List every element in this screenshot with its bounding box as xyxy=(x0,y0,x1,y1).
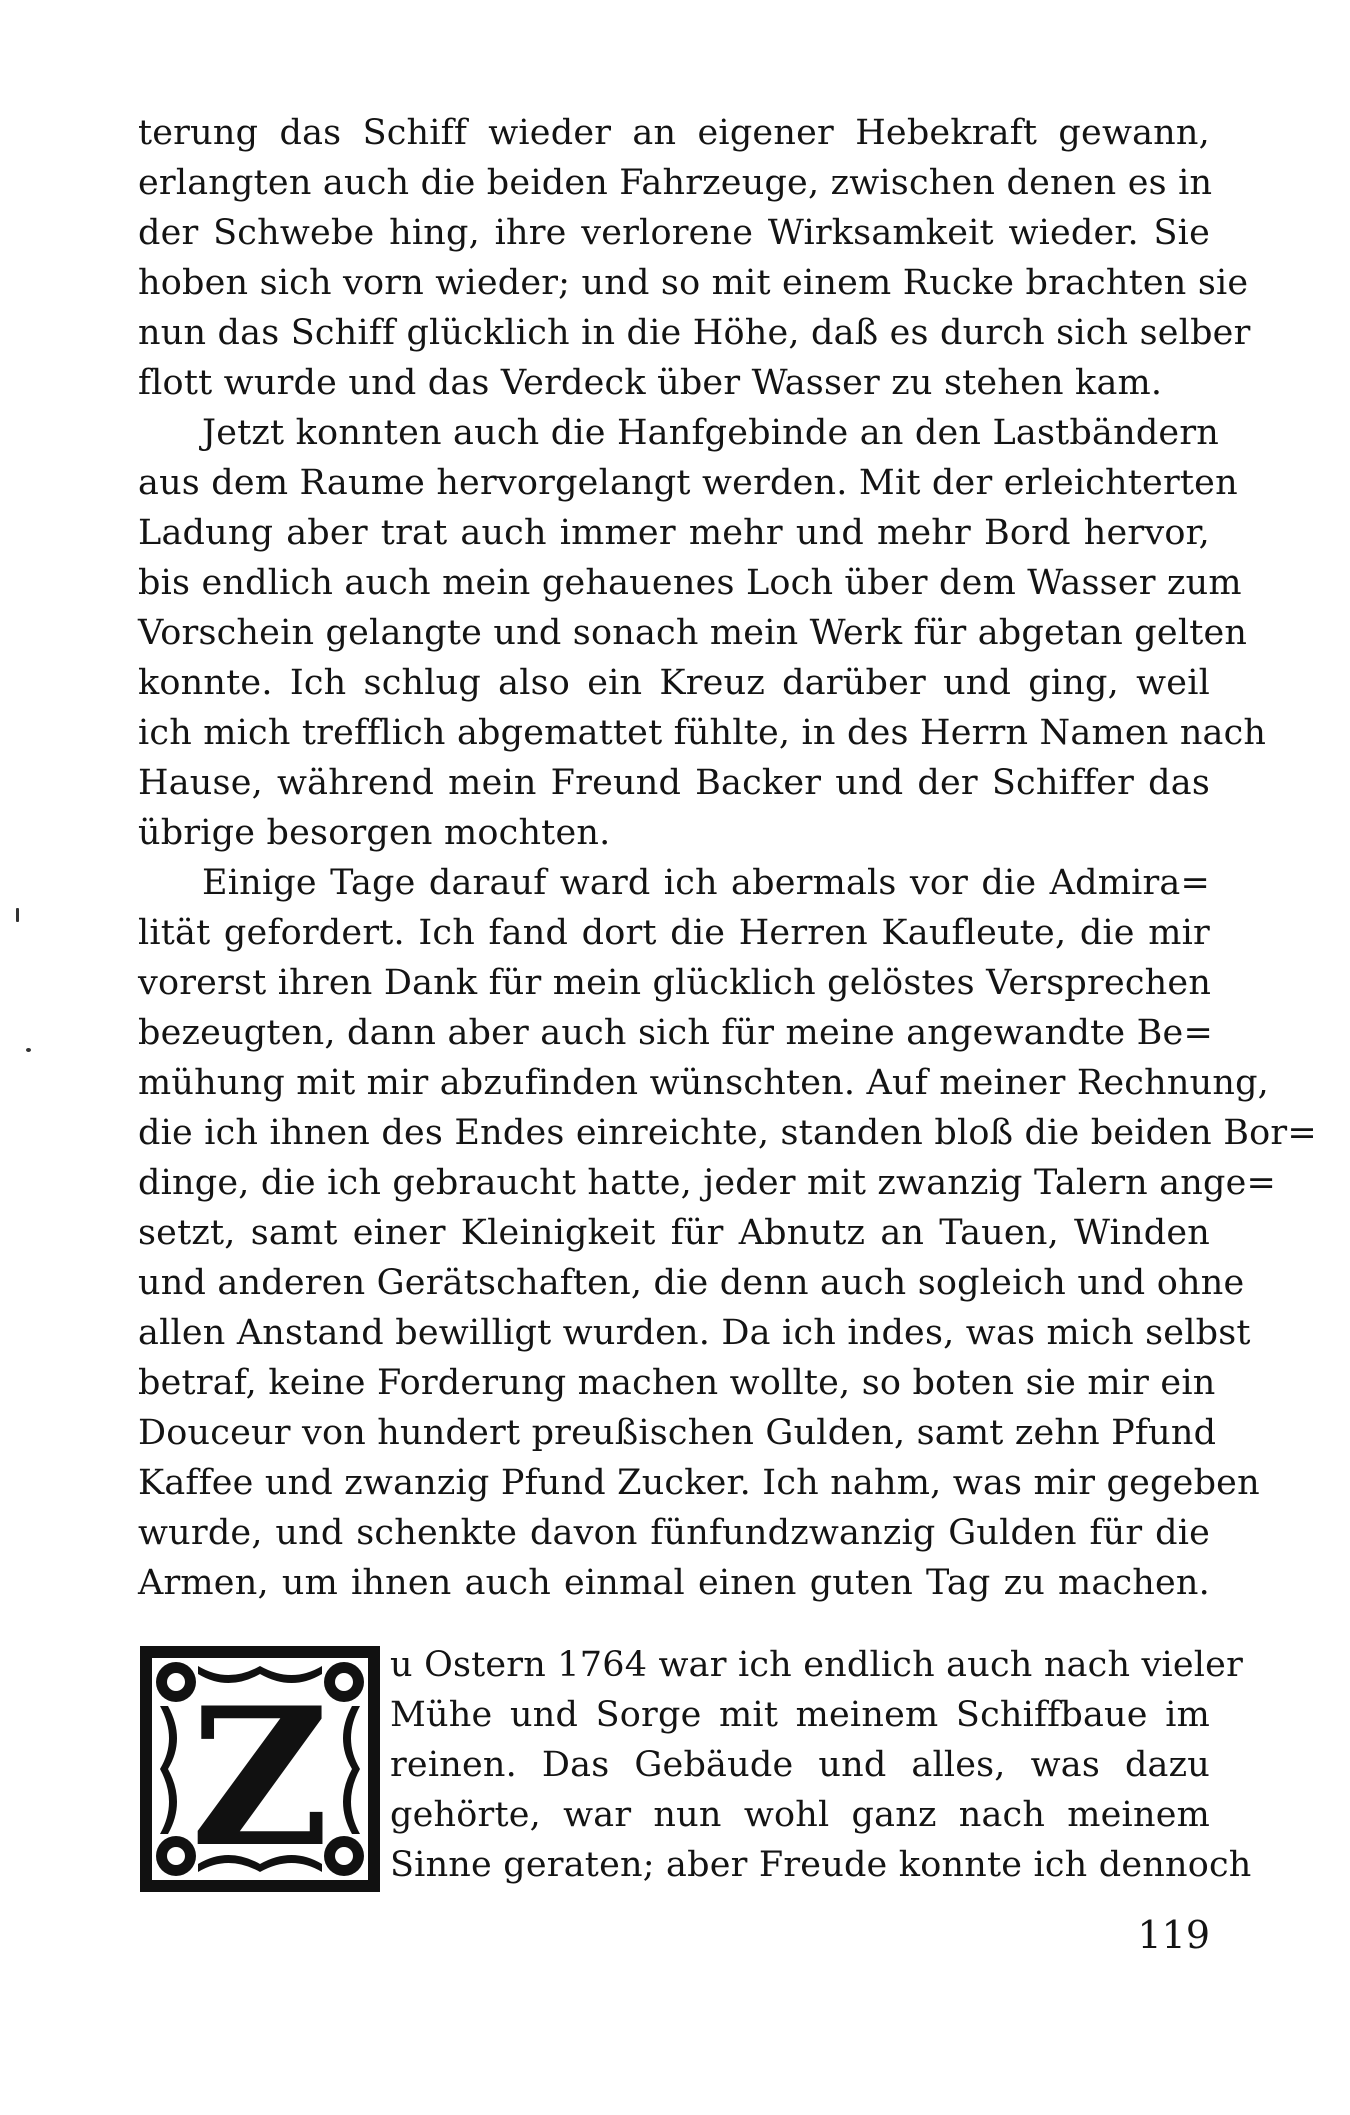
text-line: und anderen Gerätschaften, die denn auch sogleich und ohne xyxy=(138,1263,1245,1303)
text-line: allen Anstand bewilligt wurden. Da ich indes, was mich selbst xyxy=(138,1313,1251,1353)
text-line: hoben sich vorn wieder; und so mit einem Rucke brachten sie xyxy=(138,263,1249,303)
main-text xyxy=(138,108,1317,1608)
text-line: ich mich trefflich abgemattet fühlte, in des Herrn Namen nach xyxy=(138,713,1267,753)
text-line: bis endlich auch mein gehauenes Loch über dem Wasser zum xyxy=(138,563,1242,603)
text-line: Vorschein gelangte und sonach mein Werk für abgetan gelten xyxy=(138,613,1248,653)
paragraph-4 xyxy=(390,1640,1252,1890)
text-line: Mühe und Sorge mit meinem Schiffbaue im xyxy=(390,1695,1210,1735)
text-line: konnte. Ich schlug also ein Kreuz darüber und ging, weil xyxy=(138,663,1210,703)
margin-speck xyxy=(26,1048,31,1052)
chapter-opening xyxy=(138,1640,1252,1900)
text-line: mühung mit mir abzufinden wünschten. Auf meiner Rechnung, xyxy=(138,1063,1270,1103)
text-line: setzt, samt einer Kleinigkeit für Abnutz an Tauen, Winden xyxy=(138,1213,1210,1253)
text-line: wurde, und schenkte davon fünfundzwanzig Gulden für die xyxy=(138,1513,1210,1553)
text-line: Ladung aber trat auch immer mehr und mehr Bord hervor, xyxy=(138,513,1210,553)
text-line: vorerst ihren Dank für mein glücklich gelöstes Versprechen xyxy=(138,963,1212,1003)
text-line: die ich ihnen des Endes einreichte, standen bloß die beiden Bor= xyxy=(138,1113,1317,1153)
text-line: erlangten auch die beiden Fahrzeuge, zwischen denen es in xyxy=(138,163,1213,203)
text-line: Einige Tage darauf ward ich abermals vor die Admira= xyxy=(202,863,1210,903)
paragraph-3 xyxy=(138,858,1317,1608)
text-line: Armen, um ihnen auch einmal einen guten Tag zu machen. xyxy=(138,1563,1210,1603)
text-line: bezeugten, dann aber auch sich für meine angewandte Be= xyxy=(138,1013,1213,1053)
text-line: Douceur von hundert preußischen Gulden, samt zehn Pfund xyxy=(138,1413,1217,1453)
paragraph-2 xyxy=(138,408,1267,858)
text-line: dinge, die ich gebraucht hatte, jeder mit zwanzig Talern ange= xyxy=(138,1163,1277,1203)
text-line: betraf, keine Forderung machen wollte, so boten sie mir ein xyxy=(138,1363,1216,1403)
text-line: nun das Schiff glücklich in die Höhe, daß es durch sich selber xyxy=(138,313,1251,353)
text-line: flott wurde und das Verdeck über Wasser zu stehen kam. xyxy=(138,363,1163,403)
paragraph-1 xyxy=(138,108,1251,408)
decorated-initial-z xyxy=(138,1644,382,1894)
text-line: u Ostern 1764 war ich endlich auch nach vieler xyxy=(390,1645,1244,1685)
text-line: Jetzt konnten auch die Hanfgebinde an den Lastbändern xyxy=(202,413,1220,453)
text-line: Kaffee und zwanzig Pfund Zucker. Ich nahm, was mir gegeben xyxy=(138,1463,1260,1503)
text-line: Hause, während mein Freund Backer und der Schiffer das xyxy=(138,763,1210,803)
initial-letter: Z xyxy=(190,1666,330,1889)
text-line: reinen. Das Gebäude und alles, was dazu xyxy=(390,1745,1210,1785)
text-line: aus dem Raume hervorgelangt werden. Mit der erleichterten xyxy=(138,463,1238,503)
text-line: terung das Schiff wieder an eigener Hebekraft gewann, xyxy=(138,113,1210,153)
text-line: der Schwebe hing, ihre verlorene Wirksamkeit wieder. Sie xyxy=(138,213,1210,253)
page-number: 119 xyxy=(1137,1913,1210,1957)
margin-speck xyxy=(16,908,19,922)
text-line: übrige besorgen mochten. xyxy=(138,813,611,853)
text-line: lität gefordert. Ich fand dort die Herren Kaufleute, die mir xyxy=(138,913,1210,953)
text-line: Sinne geraten; aber Freude konnte ich dennoch xyxy=(390,1845,1252,1885)
text-line: gehörte, war nun wohl ganz nach meinem xyxy=(390,1795,1210,1835)
